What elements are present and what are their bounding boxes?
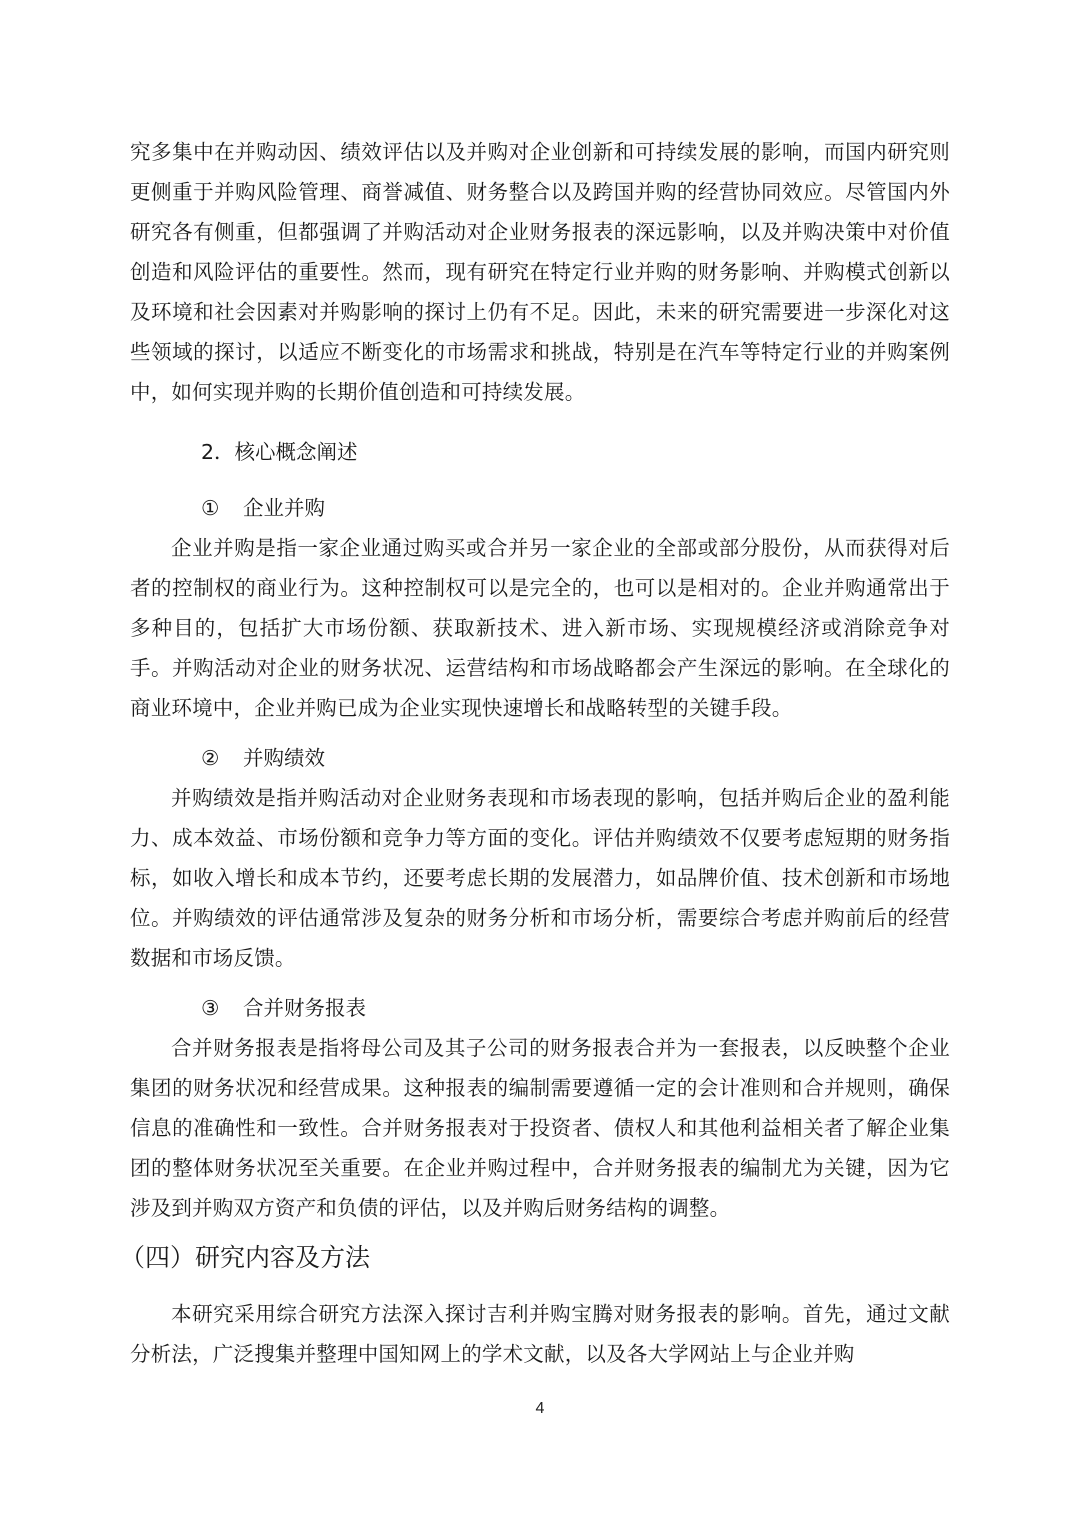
- concept-title: 合并财务报表: [243, 996, 366, 1020]
- concept-heading: [130, 488, 950, 528]
- concept-marker: ②: [201, 746, 220, 770]
- concept-body: 企业并购是指一家企业通过购买或合并另一家企业的全部或部分股份，从而获得对后者的控制权的商业行为。这种控制权可以是完全的，也可以是相对的。企业并购通常出于多种目的，包括扩大市场份额、获取新技术、进入新市场、实现规模经济或消除竞争对手。并购活动对企业的财务状况、运营结构和市场战略都会产生深远的影响。在全球化的商业环境中，企业并购已成为企业实现快速增长和战略转型的关键手段。: [130, 536, 950, 720]
- concept-ma-performance: [130, 738, 950, 978]
- concept-enterprise-ma: [130, 488, 950, 728]
- page-content: [120, 132, 950, 1374]
- section-4-paragraph: 本研究采用综合研究方法深入探讨吉利并购宝腾对财务报表的影响。首先，通过文献分析法，广泛搜集并整理中国知网上的学术文献，以及各大学网站上与企业并购: [130, 1302, 950, 1366]
- concept-marker: ①: [201, 496, 220, 520]
- page-number: 4: [535, 1400, 545, 1417]
- concept-consolidated-statements: [130, 988, 950, 1228]
- concept-heading: [130, 988, 950, 1028]
- concept-marker: ③: [201, 996, 220, 1020]
- concept-body: 并购绩效是指并购活动对企业财务表现和市场表现的影响，包括并购后企业的盈利能力、成本效益、市场份额和竞争力等方面的变化。评估并购绩效不仅要考虑短期的财务指标，如收入增长和成本节约，还要考虑长期的发展潜力，如品牌价值、技术创新和市场地位。并购绩效的评估通常涉及复杂的财务分析和市场分析，需要综合考虑并购前后的经营数据和市场反馈。: [130, 786, 950, 970]
- concept-title: 并购绩效: [243, 746, 325, 770]
- section-2-heading: 2．核心概念阐述: [201, 440, 358, 464]
- section-4-heading: （四）研究内容及方法: [120, 1243, 371, 1272]
- concept-heading: [130, 738, 950, 778]
- concept-title: 企业并购: [243, 496, 325, 520]
- continuation-paragraph: 究多集中在并购动因、绩效评估以及并购对企业创新和可持续发展的影响，而国内研究则更侧重于并购风险管理、商誉减值、财务整合以及跨国并购的经营协同效应。尽管国内外研究各有侧重，但都强调了并购活动对企业财务报表的深远影响，以及并购决策中对价值创造和风险评估的重要性。然而，现有研究在特定行业并购的财务影响、并购模式创新以及环境和社会因素对并购影响的探讨上仍有不足。因此，未来的研究需要进一步深化对这些领域的探讨，以适应不断变化的市场需求和挑战，特别是在汽车等特定行业的并购案例中，如何实现并购的长期价值创造和可持续发展。: [130, 140, 950, 404]
- concept-body: 合并财务报表是指将母公司及其子公司的财务报表合并为一套报表，以反映整个企业集团的财务状况和经营成果。这种报表的编制需要遵循一定的会计准则和合并规则，确保信息的准确性和一致性。合并财务报表对于投资者、债权人和其他利益相关者了解企业集团的整体财务状况至关重要。在企业并购过程中，合并财务报表的编制尤为关键，因为它涉及到并购双方资产和负债的评估，以及并购后财务结构的调整。: [130, 1036, 950, 1220]
